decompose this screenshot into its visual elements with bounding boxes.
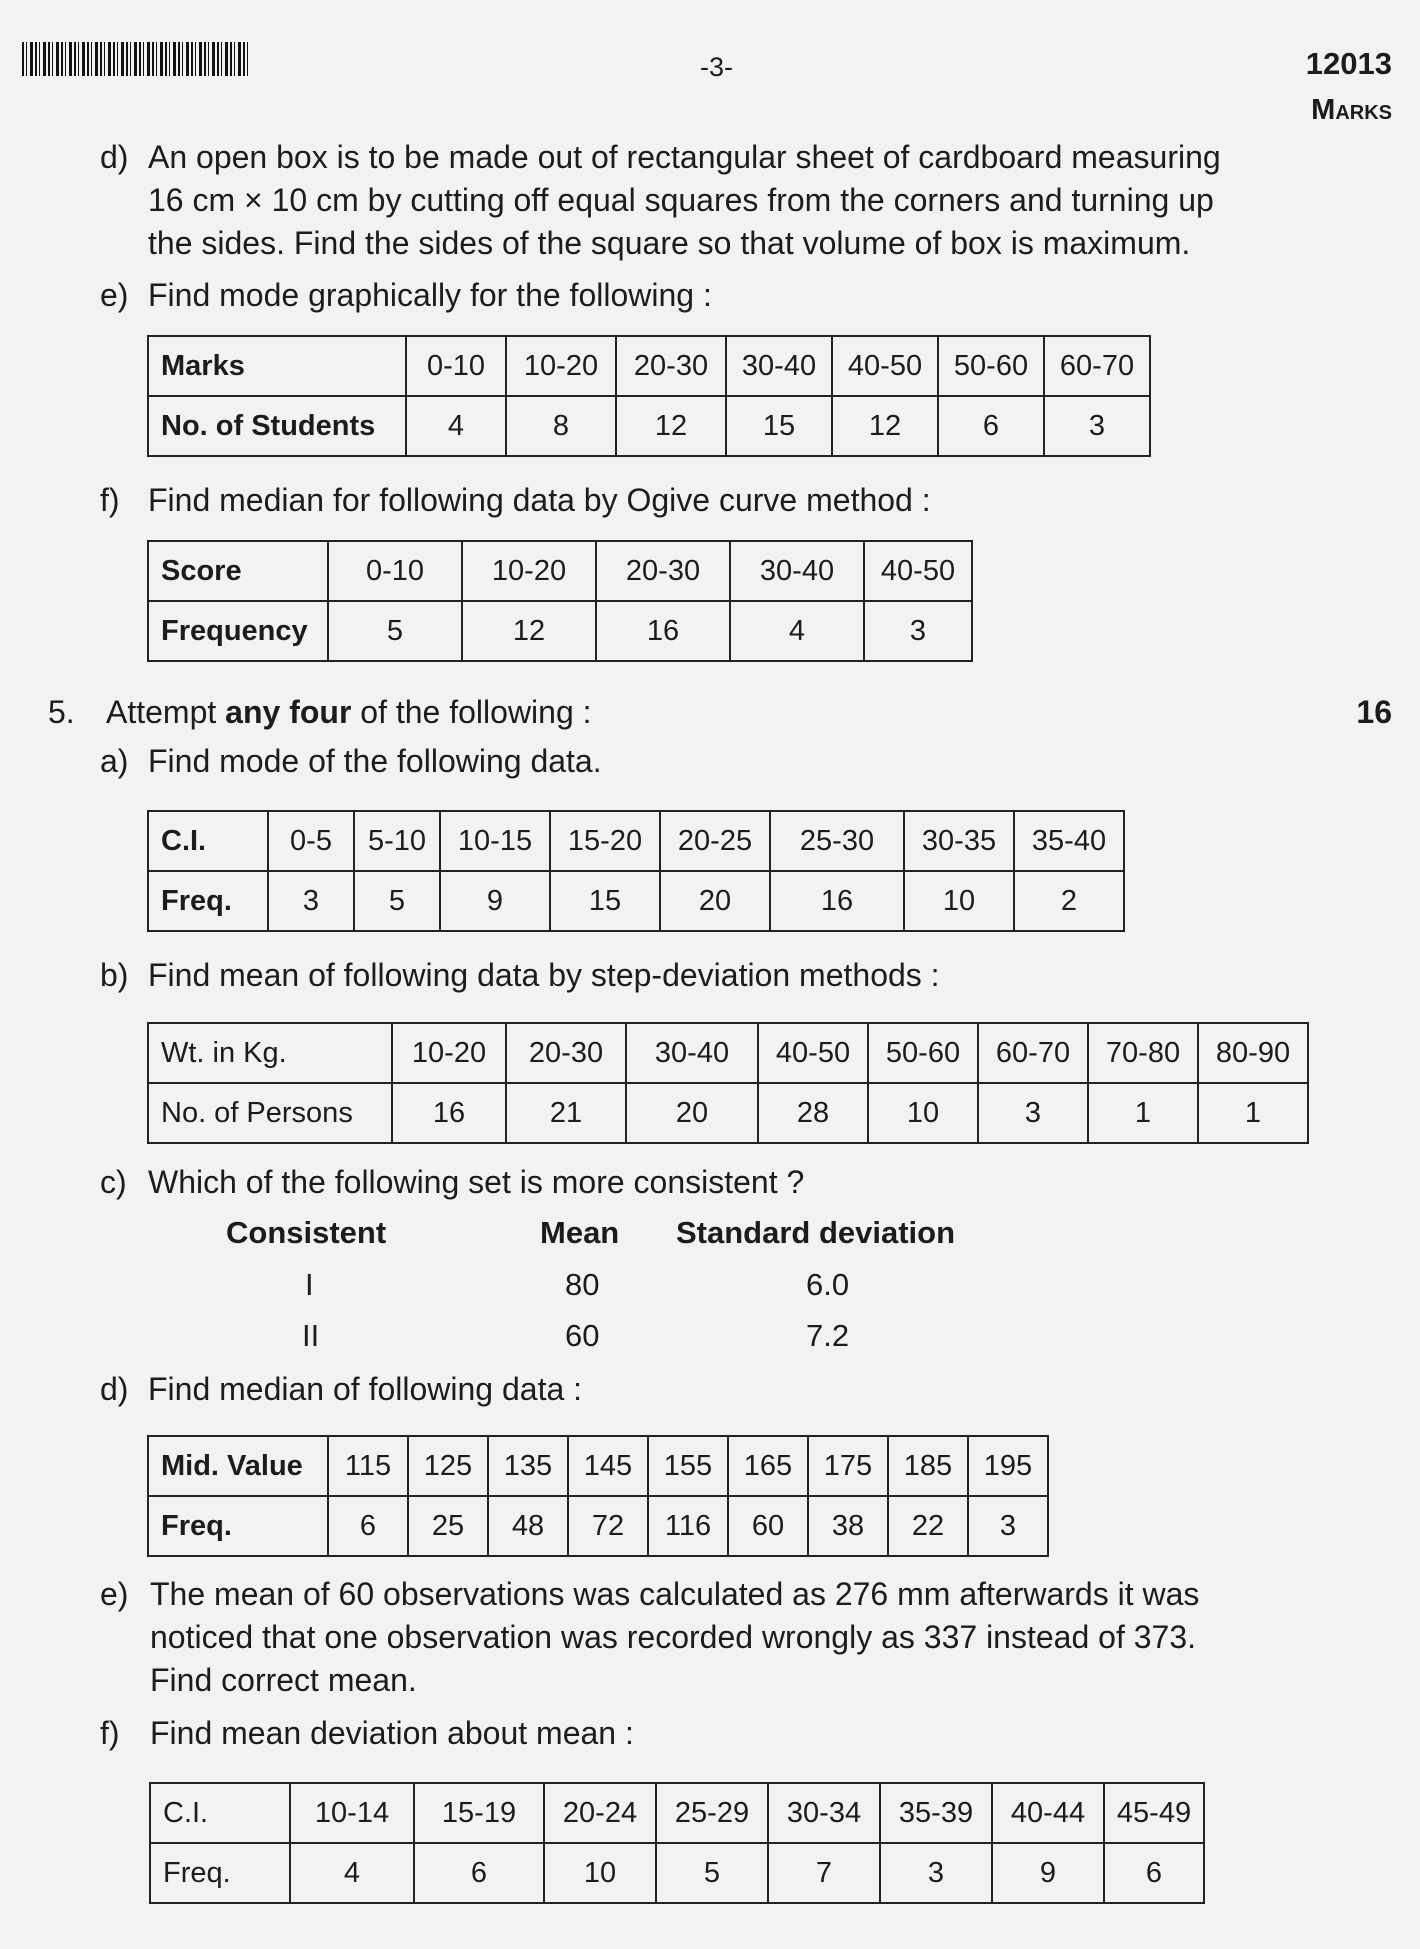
table-cell: 80-90 [1198, 1023, 1308, 1083]
table-cell: 15 [550, 871, 660, 931]
table-row [148, 1496, 1048, 1556]
question-text: Find median for following data by Ogive curve method : [148, 482, 931, 518]
table-cell: 3 [978, 1083, 1088, 1143]
table-row [148, 601, 972, 661]
table-cell: 40-50 [864, 541, 972, 601]
table-cell: 3 [968, 1496, 1048, 1556]
table-cell: 50-60 [868, 1023, 978, 1083]
data-table [147, 540, 973, 662]
table-header-cell: Mid. Value [148, 1436, 328, 1496]
data-table [147, 335, 1151, 457]
question-label: d) [100, 139, 129, 175]
table-cell: 185 [888, 1436, 968, 1496]
data-table [149, 1782, 1205, 1904]
question-text: Find mean of following data by step-deviation methods : [148, 957, 940, 993]
table-header-cell: C.I. [150, 1783, 290, 1843]
table-cell: 12 [616, 396, 726, 456]
table-cell: 125 [408, 1436, 488, 1496]
table-cell: 10 [544, 1843, 656, 1903]
table-cell: 60 [728, 1496, 808, 1556]
table-cell: 20-30 [616, 336, 726, 396]
table-cell: 20 [660, 871, 770, 931]
table-cell: 30-34 [768, 1783, 880, 1843]
table-cell: 25 [408, 1496, 488, 1556]
table-cell: 4 [290, 1843, 414, 1903]
table-cell: 30-40 [726, 336, 832, 396]
table-cell: 9 [440, 871, 550, 931]
table-row [150, 1783, 1204, 1843]
table-cell: 35-39 [880, 1783, 992, 1843]
table-row [148, 336, 1150, 396]
table-cell: 3 [1044, 396, 1150, 456]
table-cell: 22 [888, 1496, 968, 1556]
column-header: Mean [540, 1215, 620, 1250]
table-cell: 135 [488, 1436, 568, 1496]
table-cell: 0-10 [406, 336, 506, 396]
table-cell: 25-30 [770, 811, 904, 871]
table-cell: 30-40 [730, 541, 864, 601]
question-label: e) [100, 1576, 129, 1612]
table-cell: 48 [488, 1496, 568, 1556]
table-cell: 30-40 [626, 1023, 758, 1083]
table-cell: 10-20 [506, 336, 616, 396]
page-number: -3- [700, 52, 733, 82]
table-header-cell: Wt. in Kg. [148, 1023, 392, 1083]
data-table [147, 1435, 1049, 1557]
table-cell: 5 [656, 1843, 768, 1903]
question-label: c) [100, 1164, 127, 1200]
table-cell: 20 [626, 1083, 758, 1143]
table-cell: 155 [648, 1436, 728, 1496]
data-table [147, 810, 1125, 932]
table-row [150, 1843, 1204, 1903]
table-row [148, 811, 1124, 871]
table-cell: 12 [462, 601, 596, 661]
table-cell: 21 [506, 1083, 626, 1143]
table-cell: 0-10 [328, 541, 462, 601]
question-text: An open box is to be made out of rectangular sheet of cardboard measuring 16 cm × 10 cm by cutting off equal squares from the corners and turning up the sides. Find the sides of the square so that volume of box is maximum. [148, 139, 1221, 261]
table-cell: 70-80 [1088, 1023, 1198, 1083]
table-cell: 195 [968, 1436, 1048, 1496]
table-cell: 40-44 [992, 1783, 1104, 1843]
table-header-cell: Freq. [148, 1496, 328, 1556]
table-cell: 16 [596, 601, 730, 661]
table-cell: 5 [354, 871, 440, 931]
table-cell: 40-50 [832, 336, 938, 396]
set-label: II [302, 1318, 320, 1353]
table-cell: 1 [1198, 1083, 1308, 1143]
sd-value: 6.0 [806, 1267, 850, 1302]
table-cell: 6 [1104, 1843, 1204, 1903]
table-cell: 3 [268, 871, 354, 931]
table-cell: 30-35 [904, 811, 1014, 871]
table-header-cell: Marks [148, 336, 406, 396]
table-header-cell: No. of Persons [148, 1083, 392, 1143]
table-cell: 0-5 [268, 811, 354, 871]
table-cell: 40-50 [758, 1023, 868, 1083]
table-cell: 72 [568, 1496, 648, 1556]
question-label: e) [100, 277, 129, 313]
table-header-cell: Freq. [150, 1843, 290, 1903]
table-cell: 175 [808, 1436, 888, 1496]
table-row [148, 396, 1150, 456]
question-label: b) [100, 957, 129, 993]
question-number: 5. [48, 694, 75, 730]
table-cell: 60-70 [978, 1023, 1088, 1083]
set-label: I [305, 1267, 314, 1302]
column-header: Consistent [226, 1215, 387, 1250]
question-text: The mean of 60 observations was calculated as 276 mm afterwards it was noticed that one observation was recorded wrongly as 337 instead of 373. Find correct mean. [150, 1576, 1200, 1698]
table-cell: 20-30 [506, 1023, 626, 1083]
table-cell: 5-10 [354, 811, 440, 871]
paper-code: 12013 [1305, 46, 1392, 81]
table-cell: 38 [808, 1496, 888, 1556]
table-cell: 20-30 [596, 541, 730, 601]
table-header-cell: C.I. [148, 811, 268, 871]
table-cell: 10 [868, 1083, 978, 1143]
sd-value: 7.2 [806, 1318, 850, 1353]
table-cell: 28 [758, 1083, 868, 1143]
table-cell: 1 [1088, 1083, 1198, 1143]
table-header-cell: No. of Students [148, 396, 406, 456]
table-cell: 10-20 [392, 1023, 506, 1083]
table-cell: 35-40 [1014, 811, 1124, 871]
table-header-cell: Freq. [148, 871, 268, 931]
question-label: f) [100, 1715, 120, 1751]
data-table [147, 1022, 1309, 1144]
table-cell: 15-19 [414, 1783, 544, 1843]
mean-value: 60 [565, 1318, 600, 1353]
question-label: d) [100, 1371, 129, 1407]
table-cell: 10-20 [462, 541, 596, 601]
table-cell: 145 [568, 1436, 648, 1496]
table-cell: 6 [414, 1843, 544, 1903]
question-label: a) [100, 743, 129, 779]
table-cell: 60-70 [1044, 336, 1150, 396]
question-marks: 16 [1356, 694, 1392, 730]
table-cell: 12 [832, 396, 938, 456]
table-cell: 4 [730, 601, 864, 661]
table-row [148, 1083, 1308, 1143]
table-cell: 4 [406, 396, 506, 456]
question-intro: Attempt any four of the following : [106, 694, 592, 730]
question-text: Find median of following data : [148, 1371, 583, 1407]
question-text: Which of the following set is more consistent ? [148, 1164, 805, 1200]
marks-heading: Marks [1311, 94, 1392, 126]
table-cell: 20-24 [544, 1783, 656, 1843]
table-cell: 3 [864, 601, 972, 661]
table-cell: 16 [770, 871, 904, 931]
table-header-cell: Score [148, 541, 328, 601]
table-cell: 6 [328, 1496, 408, 1556]
table-cell: 9 [992, 1843, 1104, 1903]
table-cell: 10-15 [440, 811, 550, 871]
table-row [148, 871, 1124, 931]
question-text: Find mode graphically for the following : [148, 277, 712, 313]
table-cell: 116 [648, 1496, 728, 1556]
column-header: Standard deviation [676, 1215, 956, 1250]
table-cell: 3 [880, 1843, 992, 1903]
table-cell: 50-60 [938, 336, 1044, 396]
table-cell: 8 [506, 396, 616, 456]
barcode [22, 42, 248, 76]
table-cell: 10 [904, 871, 1014, 931]
table-cell: 20-25 [660, 811, 770, 871]
question-label: f) [100, 482, 120, 518]
table-cell: 25-29 [656, 1783, 768, 1843]
table-header-cell: Frequency [148, 601, 328, 661]
table-cell: 5 [328, 601, 462, 661]
table-row [148, 541, 972, 601]
table-cell: 7 [768, 1843, 880, 1903]
table-cell: 45-49 [1104, 1783, 1204, 1843]
question-text: Find mode of the following data. [148, 743, 602, 779]
table-row [148, 1436, 1048, 1496]
question-text: Find mean deviation about mean : [150, 1715, 634, 1751]
table-cell: 16 [392, 1083, 506, 1143]
table-cell: 115 [328, 1436, 408, 1496]
table-cell: 2 [1014, 871, 1124, 931]
table-cell: 165 [728, 1436, 808, 1496]
table-cell: 15-20 [550, 811, 660, 871]
table-cell: 10-14 [290, 1783, 414, 1843]
table-cell: 15 [726, 396, 832, 456]
table-cell: 6 [938, 396, 1044, 456]
mean-value: 80 [565, 1267, 600, 1302]
table-row [148, 1023, 1308, 1083]
